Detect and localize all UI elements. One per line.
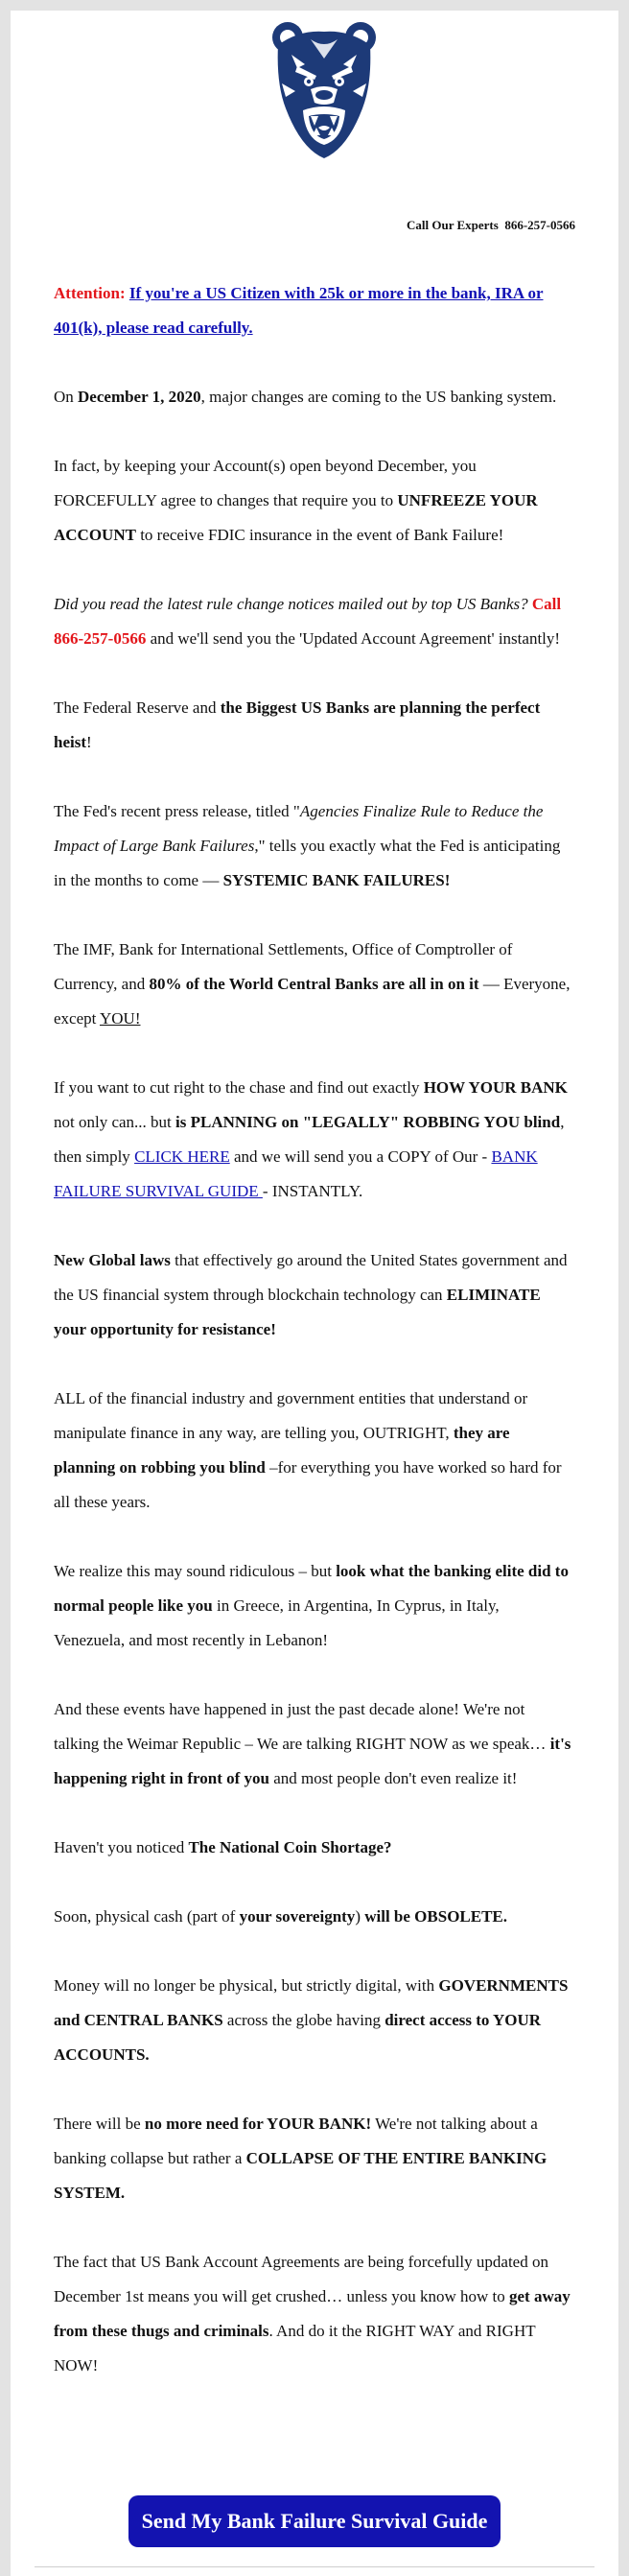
attention-label: Attention: (54, 284, 126, 302)
italic-title: Agencies Finalize Rule to Reduce the Impact of Large Bank Failures (54, 802, 544, 855)
text: not only can... but (54, 1113, 176, 1131)
text: ) (355, 1907, 365, 1926)
emphasis: direct access to YOUR ACCOUNTS. (54, 2011, 542, 2064)
text: to receive FDIC insurance in the event of Bank Failure! (135, 526, 504, 544)
emphasis: The National Coin Shortage? (188, 1838, 392, 1856)
paragraph-financial-industry (54, 1382, 573, 1520)
click-here-link[interactable]: CLICK HERE (134, 1147, 230, 1166)
paragraph-digital-money (54, 1969, 573, 2072)
paragraph-press-release (54, 794, 573, 898)
emphasis: UNFREEZE YOUR ACCOUNT (54, 491, 538, 544)
text: ," tells you exactly what the Fed is anticipating in the months to come — (54, 837, 561, 889)
text: . And do it the RIGHT WAY and RIGHT NOW! (54, 2322, 536, 2375)
paragraph-imf (54, 933, 573, 1036)
text: The IMF, Bank for International Settlements, Office of Comptroller of Currency, and (54, 940, 513, 993)
text: Money will no longer be physical, but strictly digital, with (54, 1976, 439, 1995)
bear-logo-icon (263, 16, 385, 162)
text: that effectively go around the United States government and the US financial system through blockchain technology can (54, 1251, 568, 1304)
email-card (11, 11, 618, 2576)
text: and we'll send you the 'Updated Account Agreement' instantly! (146, 629, 561, 648)
paragraph-rule-change (54, 587, 573, 656)
read-carefully-link[interactable]: If you're a US Citizen with 25k or more in the bank, IRA or 401(k), please read carefully. (54, 284, 544, 337)
emphasis: they are planning on robbing you blind (54, 1424, 510, 1477)
text: In fact, by keeping your Account(s) open beyond December, you FORCEFULLY agree to changes that require you to (54, 457, 477, 509)
attention-paragraph (54, 276, 573, 345)
emphasis: SYSTEMIC BANK FAILURES! (222, 871, 451, 889)
call-phone-red[interactable]: Call 866-257-0566 (54, 595, 562, 648)
emphasis: is PLANNING on "LEGALLY" ROBBING YOU blind (175, 1113, 561, 1131)
text: - INSTANTLY. (262, 1182, 363, 1200)
paragraph-click-here (54, 1071, 573, 1209)
emphasis: ELIMINATE your opportunity for resistance! (54, 1286, 541, 1338)
text: , then simply (54, 1113, 565, 1166)
text: The Fed's recent press release, titled " (54, 802, 300, 820)
paragraph-past-decade (54, 1692, 573, 1796)
emphasis: New Global laws (54, 1251, 171, 1269)
text: Soon, physical cash (part of (54, 1907, 240, 1926)
text: We're not talking about a banking collapse but rather a (54, 2115, 538, 2167)
paragraph-december-changes (54, 380, 573, 414)
email-body (54, 276, 573, 2418)
divider (35, 2566, 594, 2567)
paragraph-physical-cash (54, 1900, 573, 1934)
text: Haven't you noticed (54, 1838, 189, 1856)
text: We realize this may sound ridiculous – but (54, 1562, 337, 1580)
text: And these events have happened in just the past decade alone! We're not talking the Weimar Republic – We are talking RIGHT NOW as we speak… (54, 1700, 550, 1753)
italic-question: Did you read the latest rule change notices mailed out by top US Banks? (54, 595, 528, 613)
paragraph-unfreeze (54, 449, 573, 553)
paragraph-banking-elite (54, 1554, 573, 1658)
send-survival-guide-button[interactable]: Send My Bank Failure Survival Guide (128, 2495, 501, 2547)
text: The Federal Reserve and (54, 698, 221, 717)
emphasis: your sovereignty (239, 1907, 356, 1926)
emphasis: it's happening right in front of you (54, 1735, 571, 1787)
text: If you want to cut right to the chase and find out exactly (54, 1078, 424, 1097)
call-phone[interactable]: 866-257-0566 (504, 218, 575, 232)
text: — Everyone, except (54, 975, 571, 1028)
emphasis: no more need for YOUR BANK! (144, 2115, 372, 2133)
date-emphasis: December 1, 2020 (78, 388, 201, 406)
emphasis: 80% of the World Central Banks are all in on it (149, 975, 479, 993)
emphasis: GOVERNMENTS and CENTRAL BANKS (54, 1976, 569, 2029)
text: and most people don't even realize it! (268, 1769, 518, 1787)
text: , major changes are coming to the US banking system. (200, 388, 557, 406)
text: ALL of the financial industry and government entities that understand or manipulate finance in any way, are telling you, OUTRIGHT, (54, 1389, 528, 1442)
call-prefix: Call Our Experts (407, 218, 499, 232)
emphasis: will be OBSOLETE. (364, 1907, 508, 1926)
paragraph-get-away (54, 2245, 573, 2383)
emphasis: get away from these thugs and criminals (54, 2287, 571, 2340)
paragraph-federal-reserve (54, 691, 573, 760)
paragraph-global-laws (54, 1243, 573, 1347)
text: in Greece, in Argentina, In Cyprus, in Italy, Venezuela, and most recently in Lebanon! (54, 1596, 500, 1649)
survival-guide-link[interactable]: BANK FAILURE SURVIVAL GUIDE (54, 1147, 538, 1200)
emphasis: the Biggest US Banks are planning the perfect heist (54, 698, 541, 751)
underlined-you: YOU! (99, 1009, 141, 1028)
call-experts-line (11, 214, 575, 237)
text: –for everything you have worked so hard for all these years. (54, 1458, 562, 1511)
paragraph-no-more-bank (54, 2107, 573, 2210)
text: ! (86, 733, 92, 751)
text: across the globe having (222, 2011, 385, 2029)
text: The fact that US Bank Account Agreements are being forcefully updated on December 1st means you will get crushed… unless you know how to (54, 2253, 548, 2305)
emphasis: COLLAPSE OF THE ENTIRE BANKING SYSTEM. (54, 2149, 547, 2202)
paragraph-coin-shortage (54, 1831, 573, 1865)
cta-container (11, 2495, 618, 2547)
text: On (54, 388, 79, 406)
text: and we will send you a COPY of Our - (229, 1147, 492, 1166)
emphasis: look what the banking elite did to normal people like you (54, 1562, 569, 1615)
text: There will be (54, 2115, 145, 2133)
emphasis: HOW YOUR BANK (423, 1078, 568, 1097)
